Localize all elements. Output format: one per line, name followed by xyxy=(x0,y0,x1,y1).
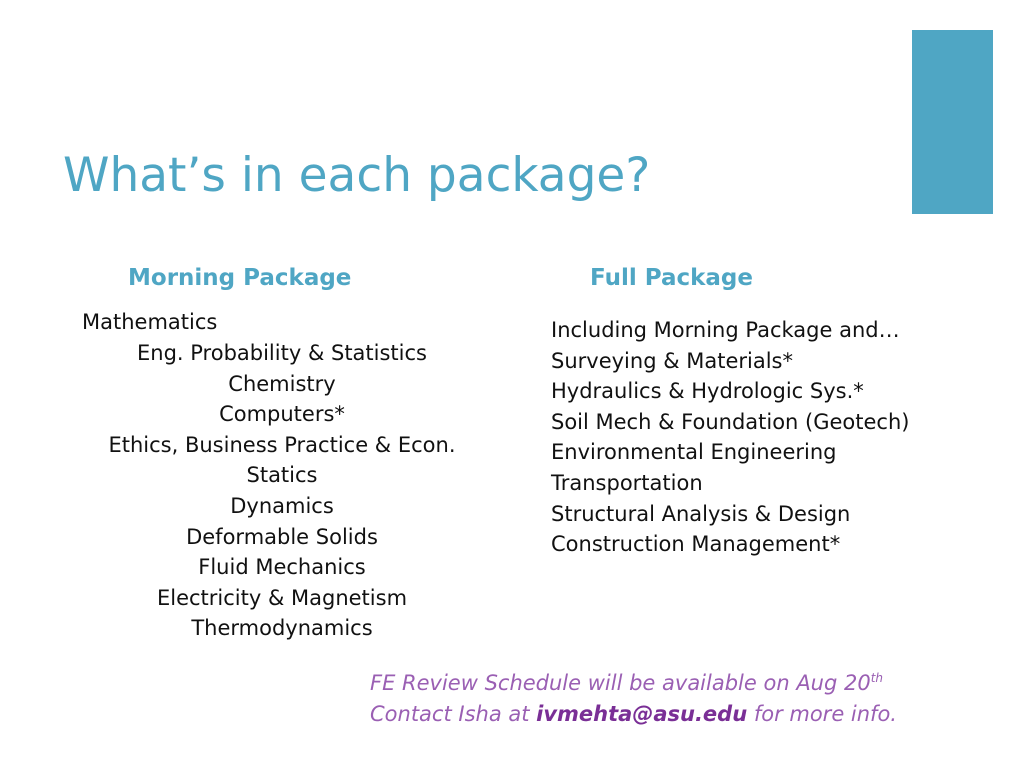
note-schedule-text: FE Review Schedule will be available on Aug 20 xyxy=(370,671,871,695)
note-superscript: th xyxy=(870,671,884,685)
full-item: Soil Mech & Foundation (Geotech) xyxy=(551,409,910,434)
morning-item: Statics xyxy=(246,463,318,488)
morning-item: Dynamics xyxy=(230,493,334,518)
morning-item: Ethics, Business Practice & Econ. xyxy=(108,432,456,457)
accent-block xyxy=(912,30,993,214)
slide-title: What’s in each package? xyxy=(63,148,651,203)
note-contact-suffix: for more info. xyxy=(747,702,897,726)
full-item: Including Morning Package and… xyxy=(551,318,900,342)
morning-item: Chemistry xyxy=(228,371,336,396)
morning-item: Computers* xyxy=(219,402,345,427)
full-item: Transportation xyxy=(551,470,703,495)
morning-item-mathematics: Mathematics xyxy=(82,310,218,334)
full-item: Environmental Engineering xyxy=(551,440,837,465)
morning-package-heading: Morning Package xyxy=(128,265,352,291)
full-item: Surveying & Materials* xyxy=(551,348,794,373)
full-package-heading: Full Package xyxy=(590,265,753,291)
full-item: Construction Management* xyxy=(551,532,841,557)
full-item: Hydraulics & Hydrologic Sys.* xyxy=(551,379,864,404)
morning-package-list xyxy=(82,338,482,644)
morning-item: Fluid Mechanics xyxy=(198,555,366,580)
full-package-list xyxy=(551,315,909,560)
morning-item: Deformable Solids xyxy=(186,524,378,549)
morning-item: Eng. Probability & Statistics xyxy=(137,341,427,365)
note-contact-prefix: Contact Isha at xyxy=(370,702,537,726)
email-link[interactable]: ivmehta@asu.edu xyxy=(536,702,748,726)
note-line-schedule xyxy=(370,668,897,699)
full-item: Structural Analysis & Design xyxy=(551,501,851,526)
morning-item: Thermodynamics xyxy=(191,616,373,641)
morning-item: Electricity & Magnetism xyxy=(156,585,408,610)
note-line-contact xyxy=(370,699,897,730)
schedule-note xyxy=(370,668,897,730)
